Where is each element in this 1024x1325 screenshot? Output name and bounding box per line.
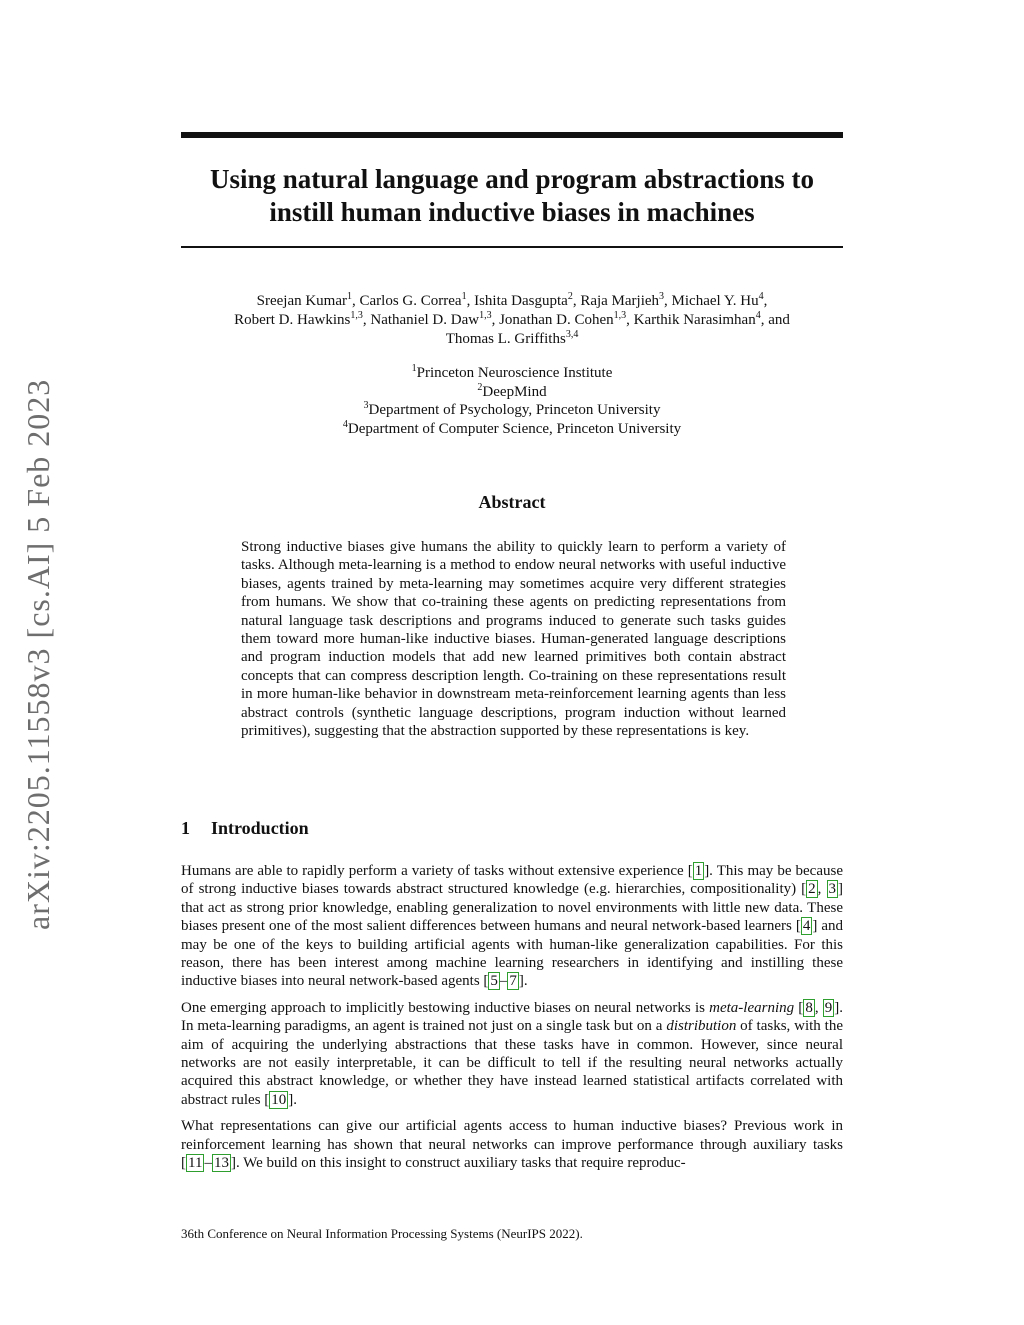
- citation-link[interactable]: 4: [802, 918, 811, 935]
- section-title: Introduction: [211, 818, 309, 838]
- text-run: ]. This may be because of strong inductive biases towards abstract structured knowledge (e.g. hierarchies, compositionality) [: [181, 863, 843, 898]
- emphasis-term: distribution: [666, 1018, 737, 1035]
- paragraph-3: [181, 1117, 843, 1172]
- title-top-rule: [181, 132, 843, 138]
- author-affiliation-marker: 1,3: [479, 310, 492, 321]
- text-run: ].: [518, 973, 528, 990]
- paragraph-2: [181, 999, 843, 1109]
- introduction-body: [181, 862, 843, 1181]
- title-bottom-rule: [181, 246, 843, 248]
- paper-title: [181, 163, 843, 229]
- affiliation-name: Department of Psychology, Princeton University: [368, 402, 661, 418]
- citation-link[interactable]: 11: [188, 1155, 203, 1172]
- author: Thomas L. Griffiths: [445, 331, 566, 347]
- conference-footnote: 36th Conference on Neural Information Processing Systems (NeurIPS 2022).: [181, 1226, 583, 1241]
- emphasis-term: meta-learning: [709, 999, 795, 1016]
- author-separator: ,: [572, 293, 581, 309]
- text-run: –: [204, 1155, 212, 1172]
- author-separator: ,: [352, 293, 360, 309]
- citation-link[interactable]: 3: [828, 881, 836, 898]
- affiliation-list: [181, 364, 843, 438]
- author-separator: ,: [763, 293, 768, 309]
- affiliation: [181, 364, 843, 383]
- affiliation-name: Princeton Neuroscience Institute: [416, 365, 613, 381]
- author: Sreejan Kumar: [256, 293, 348, 309]
- author: Carlos G. Correa: [359, 293, 462, 309]
- title-line-2: instill human inductive biases in machines: [269, 197, 755, 227]
- text-run: One emerging approach to implicitly bestowing inductive biases on neural networks is: [181, 999, 710, 1016]
- affiliation-number: 3: [363, 400, 369, 411]
- text-run: ]. We build on this insight to construct auxiliary tasks that require reproduc-: [230, 1155, 686, 1172]
- citation-link[interactable]: 5: [490, 973, 498, 990]
- author: Ishita Dasgupta: [474, 293, 568, 309]
- author-affiliation-marker: 3,4: [565, 329, 579, 340]
- affiliation: [181, 401, 843, 420]
- affiliation-name: DeepMind: [482, 383, 547, 400]
- text-run: What representations can give our artificial agents access to human inductive biases? Previous work in reinforcement learning has shown that neural networks can improve performance through auxiliary tasks [: [181, 1118, 843, 1172]
- author-separator: ,: [664, 293, 672, 309]
- author: Robert D. Hawkins: [234, 312, 351, 328]
- citation-link[interactable]: 9: [824, 999, 833, 1016]
- citation-link[interactable]: 8: [805, 999, 813, 1016]
- text-run: ] that act as strong prior knowledge, enabling generalization to novel environments with little new data. These biases present one of the most salient differences between humans and neural network-based learners [: [181, 881, 843, 935]
- citation-link[interactable]: 7: [509, 973, 517, 990]
- section-heading-introduction: [181, 818, 309, 839]
- affiliation: [181, 383, 843, 402]
- author-affiliation-marker: 1,3: [613, 310, 627, 321]
- text-run: Humans are able to rapidly perform a variety of tasks without extensive experience [: [181, 863, 693, 879]
- affiliation-number: 1: [411, 363, 417, 374]
- abstract-heading: Abstract: [478, 492, 546, 512]
- paragraph-1: [181, 862, 843, 991]
- author-separator: ,: [362, 312, 371, 328]
- text-run: ,: [817, 881, 827, 898]
- author: Raja Marjieh: [580, 293, 660, 309]
- arxiv-sidebar-stamp: arXiv:2205.11558v3 [cs.AI] 5 Feb 2023: [20, 378, 56, 930]
- affiliation-number: 2: [477, 381, 483, 393]
- text-run: ]. In meta-learning paradigms, an agent is trained not just on a single task but on a: [181, 999, 843, 1035]
- text-run: of tasks, with the aim of acquiring the underlying abstractions that these tasks have in common. However, since neural networks are not easily interpretable, it can be difficult to tell if the resulting neural networks actually acquired this abstract knowledge, or whether they have instead learned statistical artifacts correlated with abstract rules [: [181, 1018, 843, 1108]
- affiliation-number: 4: [342, 418, 348, 430]
- citation-link[interactable]: 2: [808, 881, 816, 898]
- author: Michael Y. Hu: [671, 293, 759, 309]
- text-run: ].: [288, 1091, 298, 1108]
- citation-link[interactable]: 1: [694, 863, 703, 879]
- citation-link[interactable]: 13: [213, 1155, 229, 1172]
- author-affiliation-marker: 2: [567, 291, 573, 302]
- author-separator: , and: [760, 312, 790, 328]
- author-separator: ,: [491, 312, 500, 328]
- author: Nathaniel D. Daw: [370, 312, 480, 328]
- text-run: ] and may be one of the keys to building artificial agents with human-like generalization capabilities. For this reason, there has been interest among machine learning researchers in identifying and instilling these inductive biases into neural network-based agents [: [181, 918, 843, 990]
- affiliation-name: Department of Computer Science, Princeton University: [347, 420, 682, 437]
- author-affiliation-marker: 1: [461, 291, 467, 302]
- affiliation: [181, 420, 843, 439]
- author-separator: ,: [466, 293, 475, 309]
- abstract-text: Strong inductive biases give humans the ability to quickly learn to perform a variety of tasks. Although meta-learning is a method to endow neural networks with useful inductive biases, agents trained by meta-learning may sometimes acquire very different strategies from humans. We show that co-training these agents on predicting representations from natural language task descriptions and programs induced to generate such tasks guides them toward more human-like inductive biases. Human-generated language descriptions and program induction models that add new learned primitives both contain abstract concepts that can compress description length. Co-training on these representations result in more human-like behavior in downstream meta-reinforcement learning agents than less abstract controls (synthetic language descriptions, program induction without learned primitives), suggesting that the abstraction supported by these representations is key.: [241, 539, 786, 740]
- section-number: 1: [181, 818, 190, 838]
- title-line-1: Using natural language and program abstractions to: [209, 164, 815, 194]
- author-separator: ,: [626, 312, 634, 328]
- author: Karthik Narasimhan: [633, 312, 756, 328]
- author-affiliation-marker: 4: [758, 291, 764, 302]
- author-affiliation-marker: 1: [347, 291, 353, 302]
- text-run: –: [499, 973, 508, 990]
- citation-link[interactable]: 10: [271, 1091, 287, 1108]
- author: Jonathan D. Cohen: [499, 312, 614, 328]
- text-run: ,: [814, 999, 823, 1016]
- text-run: [: [794, 999, 804, 1016]
- author-affiliation-marker: 4: [755, 310, 761, 321]
- author-affiliation-marker: 1,3: [350, 310, 363, 321]
- author-list: [181, 292, 843, 349]
- author-affiliation-marker: 3: [659, 291, 665, 302]
